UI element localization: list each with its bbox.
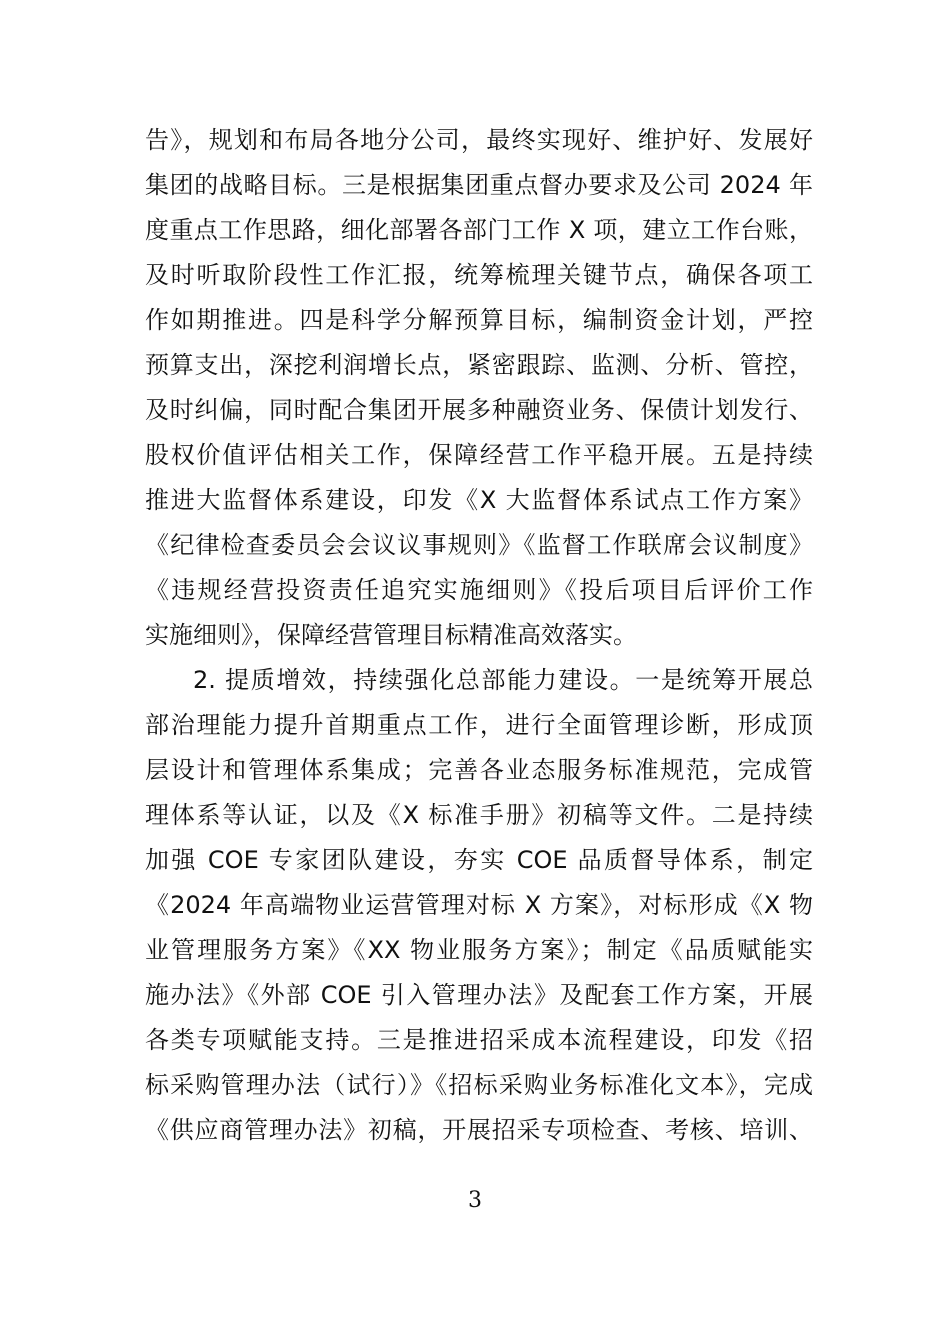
text-line: 《纪律检查委员会会议议事规则》《监督工作联席会议制度》 bbox=[145, 531, 813, 559]
text-line: 加强 COE 专家团队建设，夯实 COE 品质督导体系，制定 bbox=[145, 846, 813, 874]
text-line: 各类专项赋能支持。三是推进招采成本流程建设，印发《招 bbox=[145, 1026, 813, 1054]
text-line: 度重点工作思路，细化部署各部门工作 X 项，建立工作台账， bbox=[145, 216, 813, 244]
body-text bbox=[145, 118, 813, 1153]
text-line: 标采购管理办法（试行）》《招标采购业务标准化文本》，完成 bbox=[145, 1071, 813, 1099]
text-line: 作如期推进。四是科学分解预算目标，编制资金计划，严控 bbox=[145, 306, 813, 334]
text-line: 预算支出，深挖利润增长点，紧密跟踪、监测、分析、管控， bbox=[145, 351, 813, 379]
text-line: 及时纠偏，同时配合集团开展多种融资业务、保债计划发行、 bbox=[145, 396, 813, 424]
text-line: 部治理能力提升首期重点工作，进行全面管理诊断，形成顶 bbox=[145, 711, 813, 739]
text-line: 实施细则》，保障经营管理目标精准高效落实。 bbox=[145, 621, 637, 649]
text-line: 层设计和管理体系集成；完善各业态服务标准规范，完成管 bbox=[145, 756, 813, 784]
text-line: 业管理服务方案》《XX 物业服务方案》；制定《品质赋能实 bbox=[145, 936, 813, 964]
text-line: 2. 提质增效，持续强化总部能力建设。一是统筹开展总 bbox=[193, 666, 813, 694]
text-line: 《违规经营投资责任追究实施细则》《投后项目后评价工作 bbox=[145, 576, 813, 604]
text-line: 及时听取阶段性工作汇报，统筹梳理关键节点，确保各项工 bbox=[145, 261, 813, 289]
text-line: 《供应商管理办法》初稿，开展招采专项检查、考核、培训、 bbox=[145, 1116, 813, 1144]
text-line: 集团的战略目标。三是根据集团重点督办要求及公司 2024 年 bbox=[145, 171, 813, 199]
text-line: 理体系等认证，以及《X 标准手册》初稿等文件。二是持续 bbox=[145, 801, 813, 829]
text-line: 《2024 年高端物业运营管理对标 X 方案》，对标形成《X 物 bbox=[145, 891, 813, 919]
text-line: 告》，规划和布局各地分公司，最终实现好、维护好、发展好 bbox=[145, 126, 813, 154]
page-number: 3 bbox=[468, 1188, 482, 1213]
text-line: 施办法》《外部 COE 引入管理办法》及配套工作方案，开展 bbox=[145, 981, 813, 1009]
text-line: 推进大监督体系建设，印发《X 大监督体系试点工作方案》 bbox=[145, 486, 813, 514]
text-line: 股权价值评估相关工作，保障经营工作平稳开展。五是持续 bbox=[145, 441, 813, 469]
